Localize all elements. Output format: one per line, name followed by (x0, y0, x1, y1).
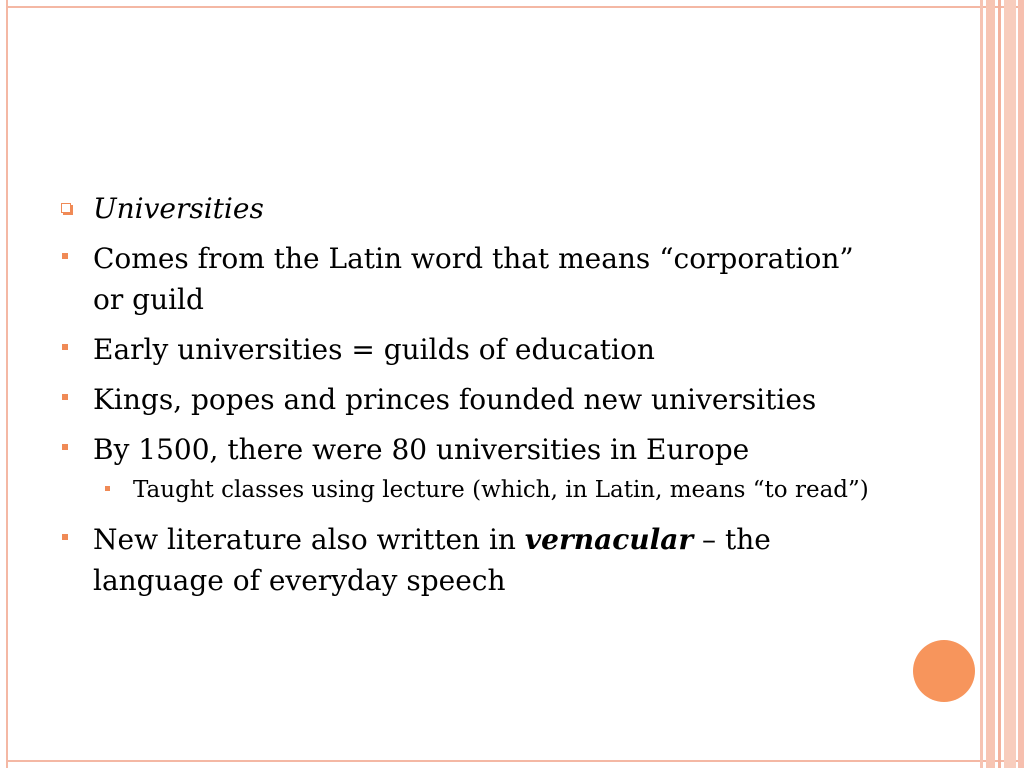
frame-border-bottom (6, 760, 1018, 762)
heading-bullet (60, 188, 880, 229)
bullet-item (60, 329, 880, 370)
square-bullet-icon (62, 534, 68, 540)
decorative-stripe (980, 0, 983, 768)
square-bullet-icon (62, 444, 68, 450)
slide-body (60, 188, 880, 610)
emphasized-term: vernacular (524, 523, 694, 556)
frame-border-left (6, 0, 8, 768)
bullet-item (60, 519, 880, 601)
sub-bullet-text: Taught classes using lecture (which, in Latin, means “to read”) (133, 477, 869, 503)
square-bullet-icon (62, 253, 68, 259)
bullet-text-lead: New literature also written in (93, 523, 525, 556)
decorative-stripe (1018, 0, 1024, 768)
heading-text: Universities (93, 192, 264, 225)
sub-bullet-item (60, 473, 880, 507)
square-bullet-icon (62, 344, 68, 350)
decorative-circle (913, 640, 975, 702)
square-bullet-icon (62, 394, 68, 400)
decorative-stripe (1004, 0, 1016, 768)
checkbox-bullet-icon (61, 203, 71, 213)
bullet-item (60, 379, 880, 420)
decorative-stripe (986, 0, 995, 768)
bullet-text: Comes from the Latin word that means “corporation” or guild (93, 242, 854, 316)
bullet-text-tail: – the language of everyday speech (93, 523, 771, 597)
bullet-item (60, 238, 880, 320)
bullet-item (60, 429, 880, 470)
square-bullet-icon (105, 486, 110, 491)
frame-border-top (6, 6, 1018, 8)
bullet-text: Kings, popes and princes founded new universities (93, 383, 817, 416)
bullet-text: Early universities = guilds of education (93, 333, 655, 366)
bullet-text: By 1500, there were 80 universities in Europe (93, 433, 750, 466)
decorative-stripe (998, 0, 1001, 768)
